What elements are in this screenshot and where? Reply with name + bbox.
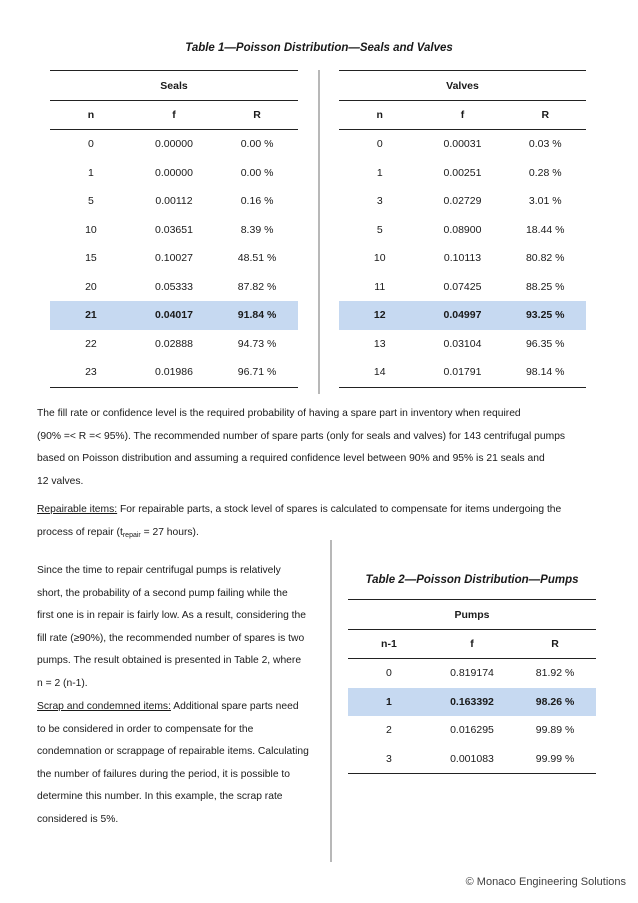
column-divider (330, 540, 332, 862)
text-line: The fill rate or confidence level is the required probability of having a spare part in inventory when required (37, 408, 521, 419)
cell: 94.73 % (237, 337, 277, 350)
repair-subscript: repair (122, 531, 141, 539)
cell: 99.89 % (535, 724, 575, 737)
text-line: short, the probability of a second pump failing while the (37, 587, 288, 599)
repairable-text-a: process of repair (t (37, 526, 123, 538)
cell: 0.10113 (443, 252, 482, 265)
cell: 5 (376, 223, 383, 236)
cell: 0 (87, 138, 94, 151)
table-row (50, 159, 298, 188)
cell: 0.03104 (443, 337, 482, 350)
table1-title: Table 1—Poisson Distribution—Seals and Valves (185, 42, 453, 54)
table-row (50, 187, 298, 216)
text-line: 12 valves. (37, 475, 84, 487)
cell: 91.84 % (216, 301, 298, 330)
pumps-table (348, 599, 596, 774)
text-line: based on Poisson distribution and assuming a required confidence level between 90% and 95% is 21 seals and (37, 453, 545, 464)
cell: 87.82 % (237, 280, 277, 293)
seals-table (50, 70, 298, 388)
cell: 80.82 % (525, 252, 565, 265)
repairable-label: Repairable items: (37, 504, 118, 515)
cell: 0.001083 (430, 745, 514, 774)
repairable-paragraph (37, 499, 627, 547)
cell: 0.04017 (132, 301, 216, 330)
table-row (348, 659, 596, 688)
cell: 1 (348, 688, 430, 717)
cell: 0.819174 (450, 667, 494, 680)
text-line: to be considered in order to compensate for the (37, 723, 254, 735)
cell: 0.00000 (155, 166, 193, 179)
column-divider (318, 70, 320, 394)
cell: 1 (376, 166, 383, 179)
table-row (339, 273, 586, 302)
cell: 0.00112 (155, 195, 193, 208)
col-header-r: R (504, 101, 586, 130)
text-line: condemnation or scrappage of repairable items. Calculating (37, 746, 309, 757)
valves-group-header: Valves (339, 71, 586, 101)
cell: 20 (85, 280, 97, 293)
cell: 21 (50, 301, 132, 330)
cell: 88.25 % (525, 280, 565, 293)
repairable-text: For repairable parts, a stock level of spares is calculated to compensate for items undergoing the (117, 504, 562, 515)
cell: 99.99 % (514, 745, 596, 774)
table-row (50, 358, 298, 387)
cell: 0.10027 (155, 252, 193, 265)
text-line: fill rate (≥90%), the recommended number of spares is two (37, 632, 305, 644)
scrap-paragraph (37, 696, 327, 831)
cell: 3 (376, 195, 383, 208)
cell: 14 (339, 358, 421, 387)
cell: 0.02729 (443, 195, 482, 208)
cell: 3 (348, 745, 430, 774)
cell: 11 (374, 280, 386, 293)
cell: 0.00 % (240, 166, 274, 179)
table-row (50, 273, 298, 302)
cell: 5 (87, 195, 94, 208)
text-line: Since the time to repair centrifugal pumps is relatively (37, 565, 281, 576)
cell: 10 (373, 252, 386, 265)
cell: 12 (339, 301, 421, 330)
since-paragraph (37, 560, 327, 695)
cell: 0.016295 (450, 724, 494, 737)
valves-table (339, 70, 586, 388)
cell: 0.03651 (155, 223, 193, 236)
cell: 0.08900 (443, 223, 482, 236)
cell: 18.44 % (525, 223, 565, 236)
text-line: first one is in repair is fairly low. As a result, considering the (37, 610, 306, 621)
col-header-n-1: n-1 (348, 630, 430, 659)
table-row (50, 244, 298, 273)
cell: 0.03 % (528, 138, 562, 151)
cell: 48.51 % (237, 252, 277, 265)
cell: 0 (376, 138, 383, 151)
cell: 96.71 % (216, 358, 298, 387)
cell: 0.00 % (240, 138, 274, 151)
cell: 1 (87, 166, 94, 179)
text-line: considered is 5%. (37, 813, 119, 825)
cell: 15 (85, 252, 97, 265)
fill-rate-paragraph (37, 403, 627, 493)
cell: 96.35 % (525, 337, 565, 350)
cell: 22 (85, 337, 97, 350)
col-header-r: R (216, 101, 298, 130)
cell: 0.02888 (155, 337, 193, 350)
text-line (37, 499, 627, 522)
cell: 0.00000 (155, 138, 193, 151)
cell: 0.01791 (421, 358, 505, 387)
cell: 0.01986 (132, 358, 216, 387)
table-row (50, 130, 298, 159)
pumps-group-header: Pumps (348, 600, 596, 630)
table-row (339, 244, 586, 273)
cell: 93.25 % (504, 301, 586, 330)
scrap-text: Additional spare parts need (170, 701, 299, 712)
cell: 81.92 % (535, 667, 575, 680)
text-line: (90% =< R =< 95%). The recommended number of spare parts (only for seals and valves) for 143 centrifugal pumps (37, 430, 566, 442)
cell: 23 (50, 358, 132, 387)
cell: 0.28 % (528, 166, 562, 179)
text-line: pumps. The result obtained is presented in Table 2, where (37, 655, 302, 666)
cell: 2 (385, 724, 392, 737)
text-line: the number of failures during the period, it is possible to (37, 768, 290, 780)
cell: 0.00031 (443, 138, 482, 151)
highlighted-row (50, 301, 298, 330)
table-row (339, 358, 586, 387)
highlighted-row (339, 301, 586, 330)
table-row (348, 716, 596, 745)
scrap-label: Scrap and condemned items: (37, 701, 171, 712)
cell: 0.07425 (443, 280, 482, 293)
col-header-r: R (514, 630, 596, 659)
table-row (50, 330, 298, 359)
text-line (37, 522, 627, 548)
cell: 13 (373, 337, 386, 350)
text-line: determine this number. In this example, the scrap rate (37, 791, 283, 802)
col-header-n: n (50, 101, 132, 130)
table-row (339, 159, 586, 188)
cell: 3.01 % (528, 195, 562, 208)
table-row (348, 745, 596, 774)
table-row (339, 216, 586, 245)
table-row (339, 187, 586, 216)
col-header-f: f (421, 101, 505, 130)
col-header-f: f (132, 101, 216, 130)
cell: 0.16 % (240, 195, 274, 208)
table-row (339, 330, 586, 359)
col-header-f: f (430, 630, 514, 659)
table-row (339, 130, 586, 159)
text-line: n = 2 (n-1). (37, 677, 88, 689)
repairable-text-b: = 27 hours). (140, 526, 199, 538)
footer-copyright: © Monaco Engineering Solutions (465, 876, 626, 888)
seals-group-header: Seals (50, 71, 298, 101)
cell: 0.05333 (155, 280, 193, 293)
table-row (50, 216, 298, 245)
cell: 0 (385, 667, 392, 680)
cell: 98.26 % (514, 688, 596, 717)
table2-title: Table 2—Poisson Distribution—Pumps (365, 574, 579, 586)
cell: 8.39 % (240, 223, 274, 236)
cell: 10 (85, 223, 97, 236)
col-header-n: n (339, 101, 421, 130)
cell: 98.14 % (504, 358, 586, 387)
cell: 0.00251 (443, 166, 482, 179)
text-line (37, 696, 327, 719)
cell: 0.163392 (430, 688, 514, 717)
cell: 0.04997 (421, 301, 505, 330)
highlighted-row (348, 688, 596, 717)
